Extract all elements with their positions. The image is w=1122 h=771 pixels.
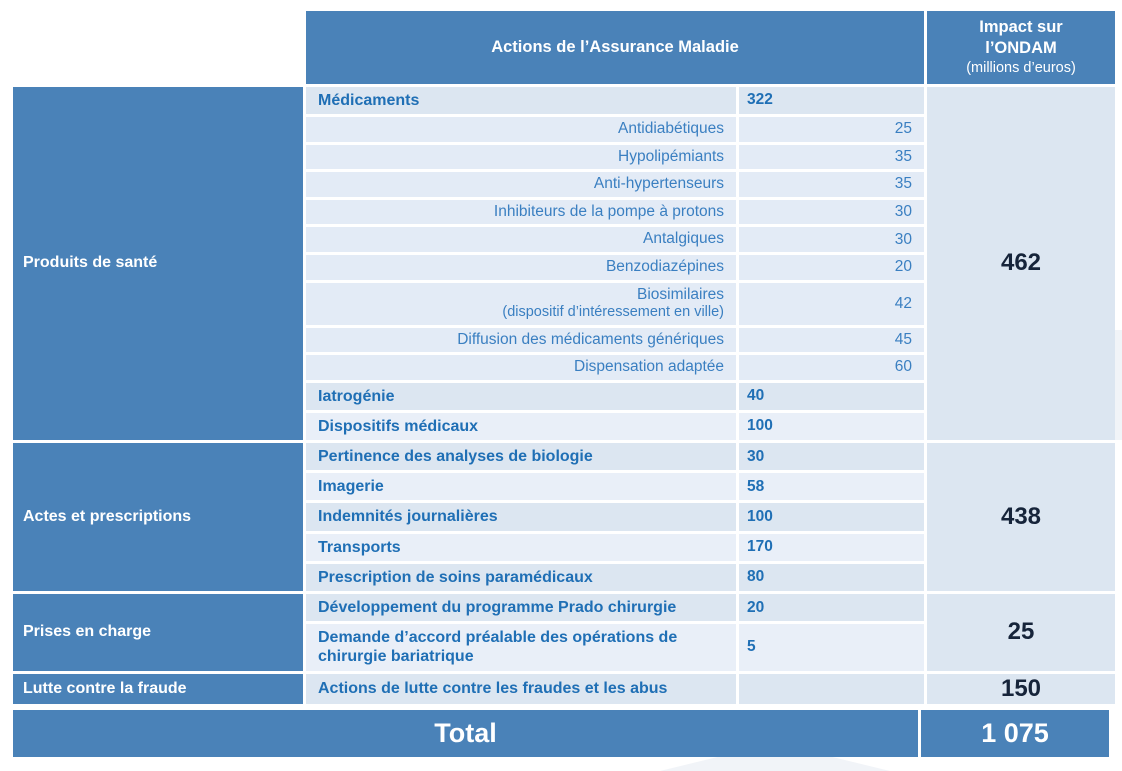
- action-value: 100: [739, 503, 924, 530]
- action-value: 170: [739, 534, 924, 561]
- sub-action-label: Hypolipémiants: [306, 145, 736, 170]
- header-impact-unit: (millions d’euros): [966, 60, 1076, 77]
- action-label: Développement du programme Prado chirurgie: [306, 594, 736, 621]
- sub-action-label: Inhibiteurs de la pompe à protons: [306, 200, 736, 225]
- savings-measures-table: [10, 8, 1118, 707]
- sub-action-value: 25: [739, 117, 924, 142]
- ondam-impact-value: 438: [927, 443, 1115, 591]
- action-label: Demande d’accord préalable des opérations de chirurgie bariatrique: [306, 624, 736, 670]
- table-row: [13, 443, 1115, 470]
- table-row: [13, 87, 1115, 114]
- sub-action-label: [306, 283, 736, 325]
- header-impact-line2: l’ONDAM: [985, 39, 1057, 58]
- sub-action-label: Diffusion des médicaments génériques: [306, 328, 736, 353]
- sub-action-value: 30: [739, 200, 924, 225]
- sub-action-label: Dispensation adaptée: [306, 355, 736, 380]
- action-value: 5: [739, 624, 924, 670]
- ondam-impact-value: 150: [927, 674, 1115, 704]
- action-label: Prescription de soins paramédicaux: [306, 564, 736, 591]
- action-value: 80: [739, 564, 924, 591]
- action-label: Médicaments: [306, 87, 736, 114]
- action-label: Pertinence des analyses de biologie: [306, 443, 736, 470]
- action-value: 58: [739, 473, 924, 500]
- sub-action-value: 45: [739, 328, 924, 353]
- total-row: [13, 710, 1109, 757]
- category-cell: Actes et prescriptions: [13, 443, 303, 591]
- sub-action-value: 30: [739, 227, 924, 252]
- action-label: Indemnités journalières: [306, 503, 736, 530]
- header-row: [13, 11, 1115, 84]
- header-category-blank: [13, 11, 303, 84]
- header-impact: [927, 11, 1115, 84]
- table-header: [13, 11, 1115, 84]
- category-cell: Lutte contre la fraude: [13, 674, 303, 704]
- action-value: 100: [739, 413, 924, 440]
- sub-action-value: 20: [739, 255, 924, 280]
- action-label: Imagerie: [306, 473, 736, 500]
- action-value: 322: [739, 87, 924, 114]
- sub-action-value: 35: [739, 172, 924, 197]
- sub-action-label: Antidiabétiques: [306, 117, 736, 142]
- sub-action-label: Benzodiazépines: [306, 255, 736, 280]
- action-label-line1: Biosimilaires: [637, 285, 724, 303]
- total-label: Total: [13, 710, 918, 757]
- table-row: [13, 594, 1115, 621]
- total-value: 1 075: [921, 710, 1109, 757]
- table-body: [13, 87, 1115, 704]
- action-label-line2: (dispositif d’intéressement en ville): [502, 304, 724, 321]
- category-cell: Produits de santé: [13, 87, 303, 440]
- header-actions: [306, 11, 924, 84]
- ondam-impact-value: 462: [927, 87, 1115, 440]
- action-label: Transports: [306, 534, 736, 561]
- action-label: Actions de lutte contre les fraudes et les abus: [306, 674, 736, 704]
- sub-action-value: 35: [739, 145, 924, 170]
- ondam-impact-value: 25: [927, 594, 1115, 671]
- action-value: 30: [739, 443, 924, 470]
- table-row: [13, 674, 1115, 704]
- sub-action-value: 42: [739, 283, 924, 325]
- action-value: 40: [739, 383, 924, 410]
- action-label: Dispositifs médicaux: [306, 413, 736, 440]
- header-actions-label: Actions de l’Assurance Maladie: [491, 37, 739, 56]
- sub-action-label: Antalgiques: [306, 227, 736, 252]
- sub-action-label: Anti-hypertenseurs: [306, 172, 736, 197]
- sub-action-value: 60: [739, 355, 924, 380]
- header-impact-line1: Impact sur: [979, 18, 1063, 36]
- action-label: Iatrogénie: [306, 383, 736, 410]
- action-value: [739, 674, 924, 704]
- total-table: [10, 707, 1112, 760]
- category-cell: Prises en charge: [13, 594, 303, 671]
- action-value: 20: [739, 594, 924, 621]
